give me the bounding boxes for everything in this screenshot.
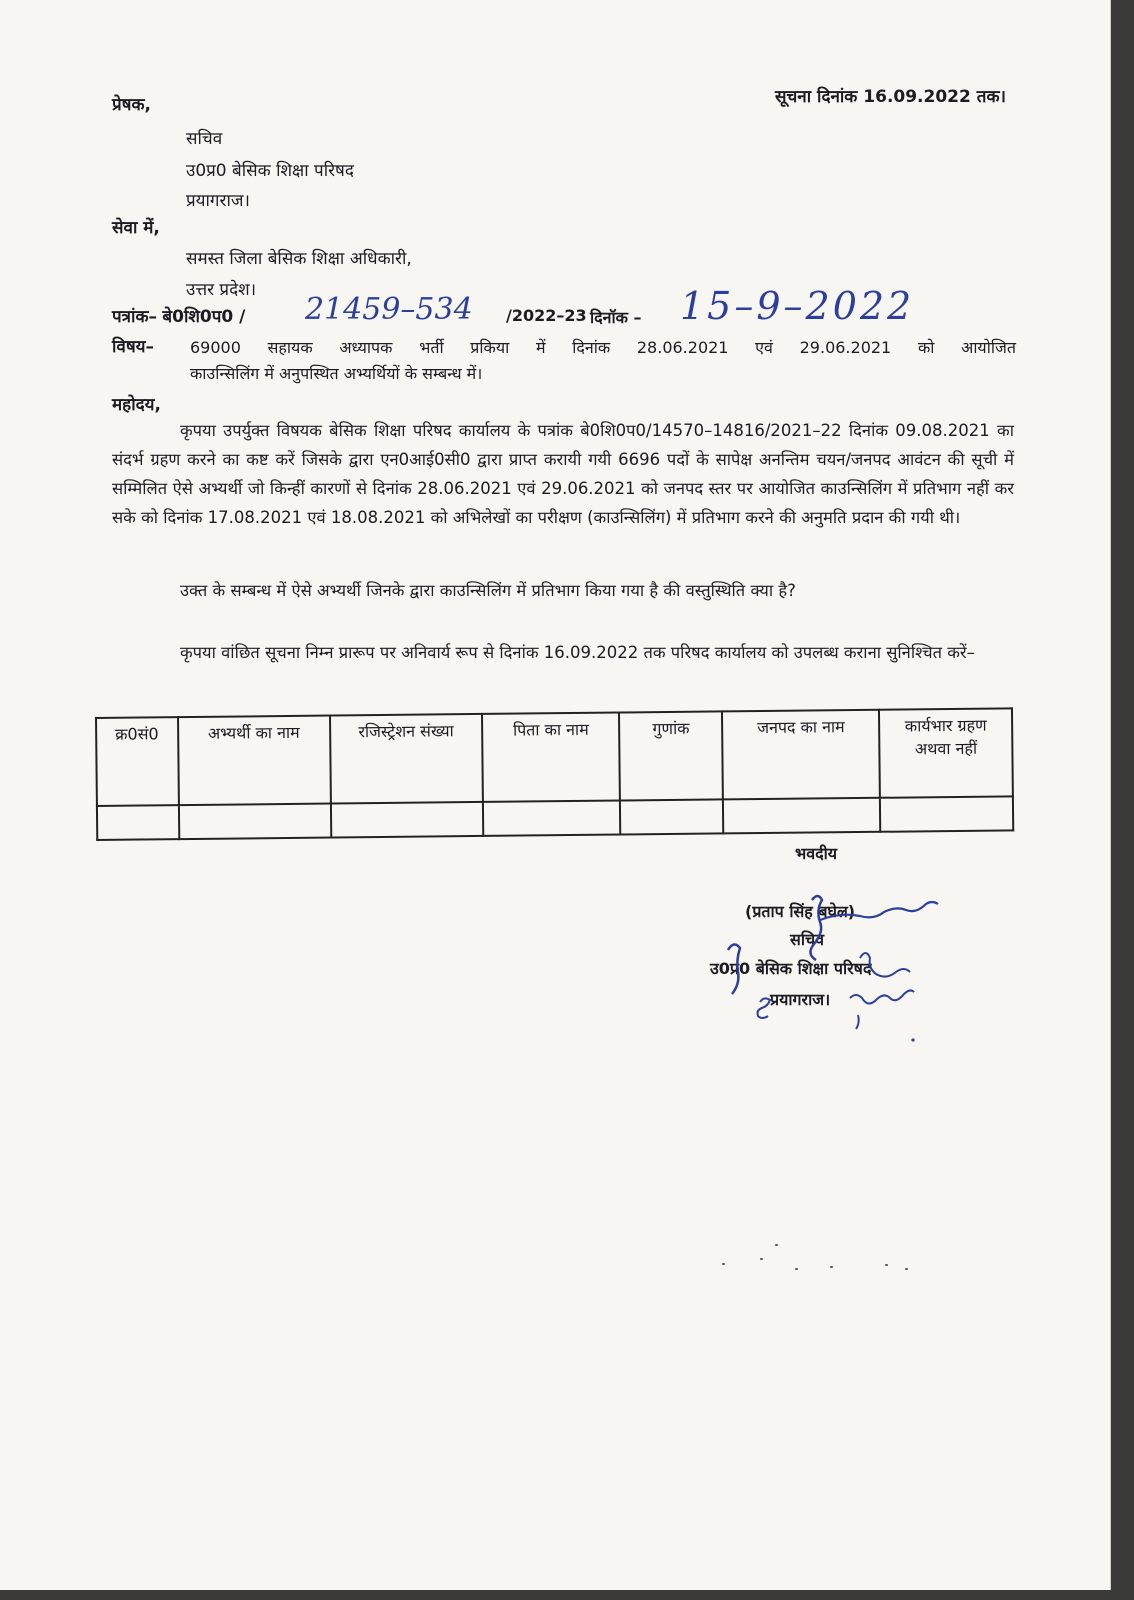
signatory-name: (प्रताप सिंह बघेल) <box>745 902 856 921</box>
notice-deadline: सूचना दिनांक 16.09.2022 तक। <box>775 87 1006 107</box>
recipient-name: समस्त जिला बेसिक शिक्षा अधिकारी, <box>186 249 412 269</box>
table-header-cell: क्र0सं0 <box>96 717 178 806</box>
body-paragraph-3: कृपया वांछित सूचना निम्न प्रारूप पर अनिवार्य रूप से दिनांक 16.09.2022 तक परिषद कार्यालय को उपलब्ध कराना सुनिश्चित करें– <box>180 643 975 662</box>
recipient-label: सेवा में, <box>112 218 160 238</box>
table-cell <box>620 799 723 834</box>
scan-speck <box>795 1268 798 1270</box>
scan-speck <box>722 1263 725 1265</box>
sender-label: प्रेषक, <box>112 95 152 115</box>
table-cell <box>723 798 880 834</box>
sender-designation: सचिव <box>186 129 223 149</box>
reference-line <box>112 304 245 327</box>
body-paragraph-1: कृपया उपर्युक्त विषयक बेसिक शिक्षा परिषद कार्यालय के पत्रांक बे0शि0प0/14570–14816/2021–22 दिनांक 09.08.2021 का संदर्भ ग्रहण करने का कष्ट करें जिसके द्वारा एन0आई0सी0 द्वारा प्राप्त करायी गयी 6696 पदों के सापेक्ष अनन्तिम चयन/जनपद आवंटन की सूची में सम्मिलित ऐसे अभ्यर्थी जो किन्हीं कारणों से दिनांक 28.06.2021 एवं 29.06.2021 को जनपद स्तर पर आयोजित काउन्सिलिंग में प्रतिभाग नहीं कर सके को दिनांक 17.08.2021 एवं 18.08.2021 को अभिलेखों का परीक्षण (काउन्सिलिंग) में प्रतिभाग करने की अनुमति प्रदान की गयी थी। <box>112 421 1014 527</box>
sender-city: प्रयागराज। <box>186 191 250 211</box>
subject-label: विषय– <box>112 337 155 357</box>
scan-speck <box>905 1268 908 1270</box>
reference-year: /2022–23 <box>506 306 587 325</box>
table-header-cell: कार्यभार ग्रहण अथवा नहीं <box>879 708 1013 797</box>
table-header-row <box>96 708 1013 806</box>
table-header-cell: रजिस्ट्रेशन संख्या <box>330 714 483 804</box>
signature-scribble <box>700 880 970 1050</box>
recipient-state: उत्तर प्रदेश। <box>186 280 257 300</box>
subject-line2: काउन्सिलिंग में अनुपस्थित अभ्यर्थियों के सम्बन्ध में। <box>190 364 483 383</box>
reference-date-label: दिनॉक – <box>590 308 642 327</box>
signatory-office: उ0प्र0 बेसिक शिक्षा परिषद <box>710 959 872 978</box>
format-table <box>95 707 1014 841</box>
scan-speck <box>775 1244 778 1246</box>
table-header-cell: गुणांक <box>619 711 723 800</box>
reference-prefix: बे0शि0प0 / <box>162 307 246 327</box>
closing: भवदीय <box>795 844 838 863</box>
sender-office: उ0प्र0 बेसिक शिक्षा परिषद <box>186 161 354 181</box>
table-cell <box>880 796 1013 831</box>
subject-line1: 69000 सहायक अध्यापक भर्ती प्रकिया में दिनांक 28.06.2021 एवं 29.06.2021 को आयोजित <box>190 338 1016 357</box>
scan-speck <box>885 1264 888 1266</box>
scan-speck <box>760 1258 763 1260</box>
reference-label: पत्रांक– <box>112 307 157 327</box>
table-cell <box>331 802 484 838</box>
table-cell <box>97 805 179 840</box>
reference-handwritten-date: 15–9–2022 <box>680 284 915 328</box>
table-header-cell: पिता का नाम <box>482 713 620 802</box>
table-header-cell: अभ्यर्थी का नाम <box>178 716 331 806</box>
table-cell <box>483 801 621 836</box>
scan-speck <box>830 1266 833 1268</box>
table-cell <box>178 804 331 840</box>
salutation: महोदय, <box>112 395 161 415</box>
table-header-cell: जनपद का नाम <box>722 710 880 800</box>
body-paragraph-2: उक्त के सम्बन्ध में ऐसे अभ्यर्थी जिनके द्वारा काउन्सिलिंग में प्रतिभाग किया गया है की वस्तुस्थिति क्या है? <box>180 581 796 600</box>
reference-handwritten-number: 21459–534 <box>305 292 473 327</box>
signatory-designation: सचिव <box>790 930 825 949</box>
signatory-city: प्रयागराज। <box>770 990 831 1009</box>
